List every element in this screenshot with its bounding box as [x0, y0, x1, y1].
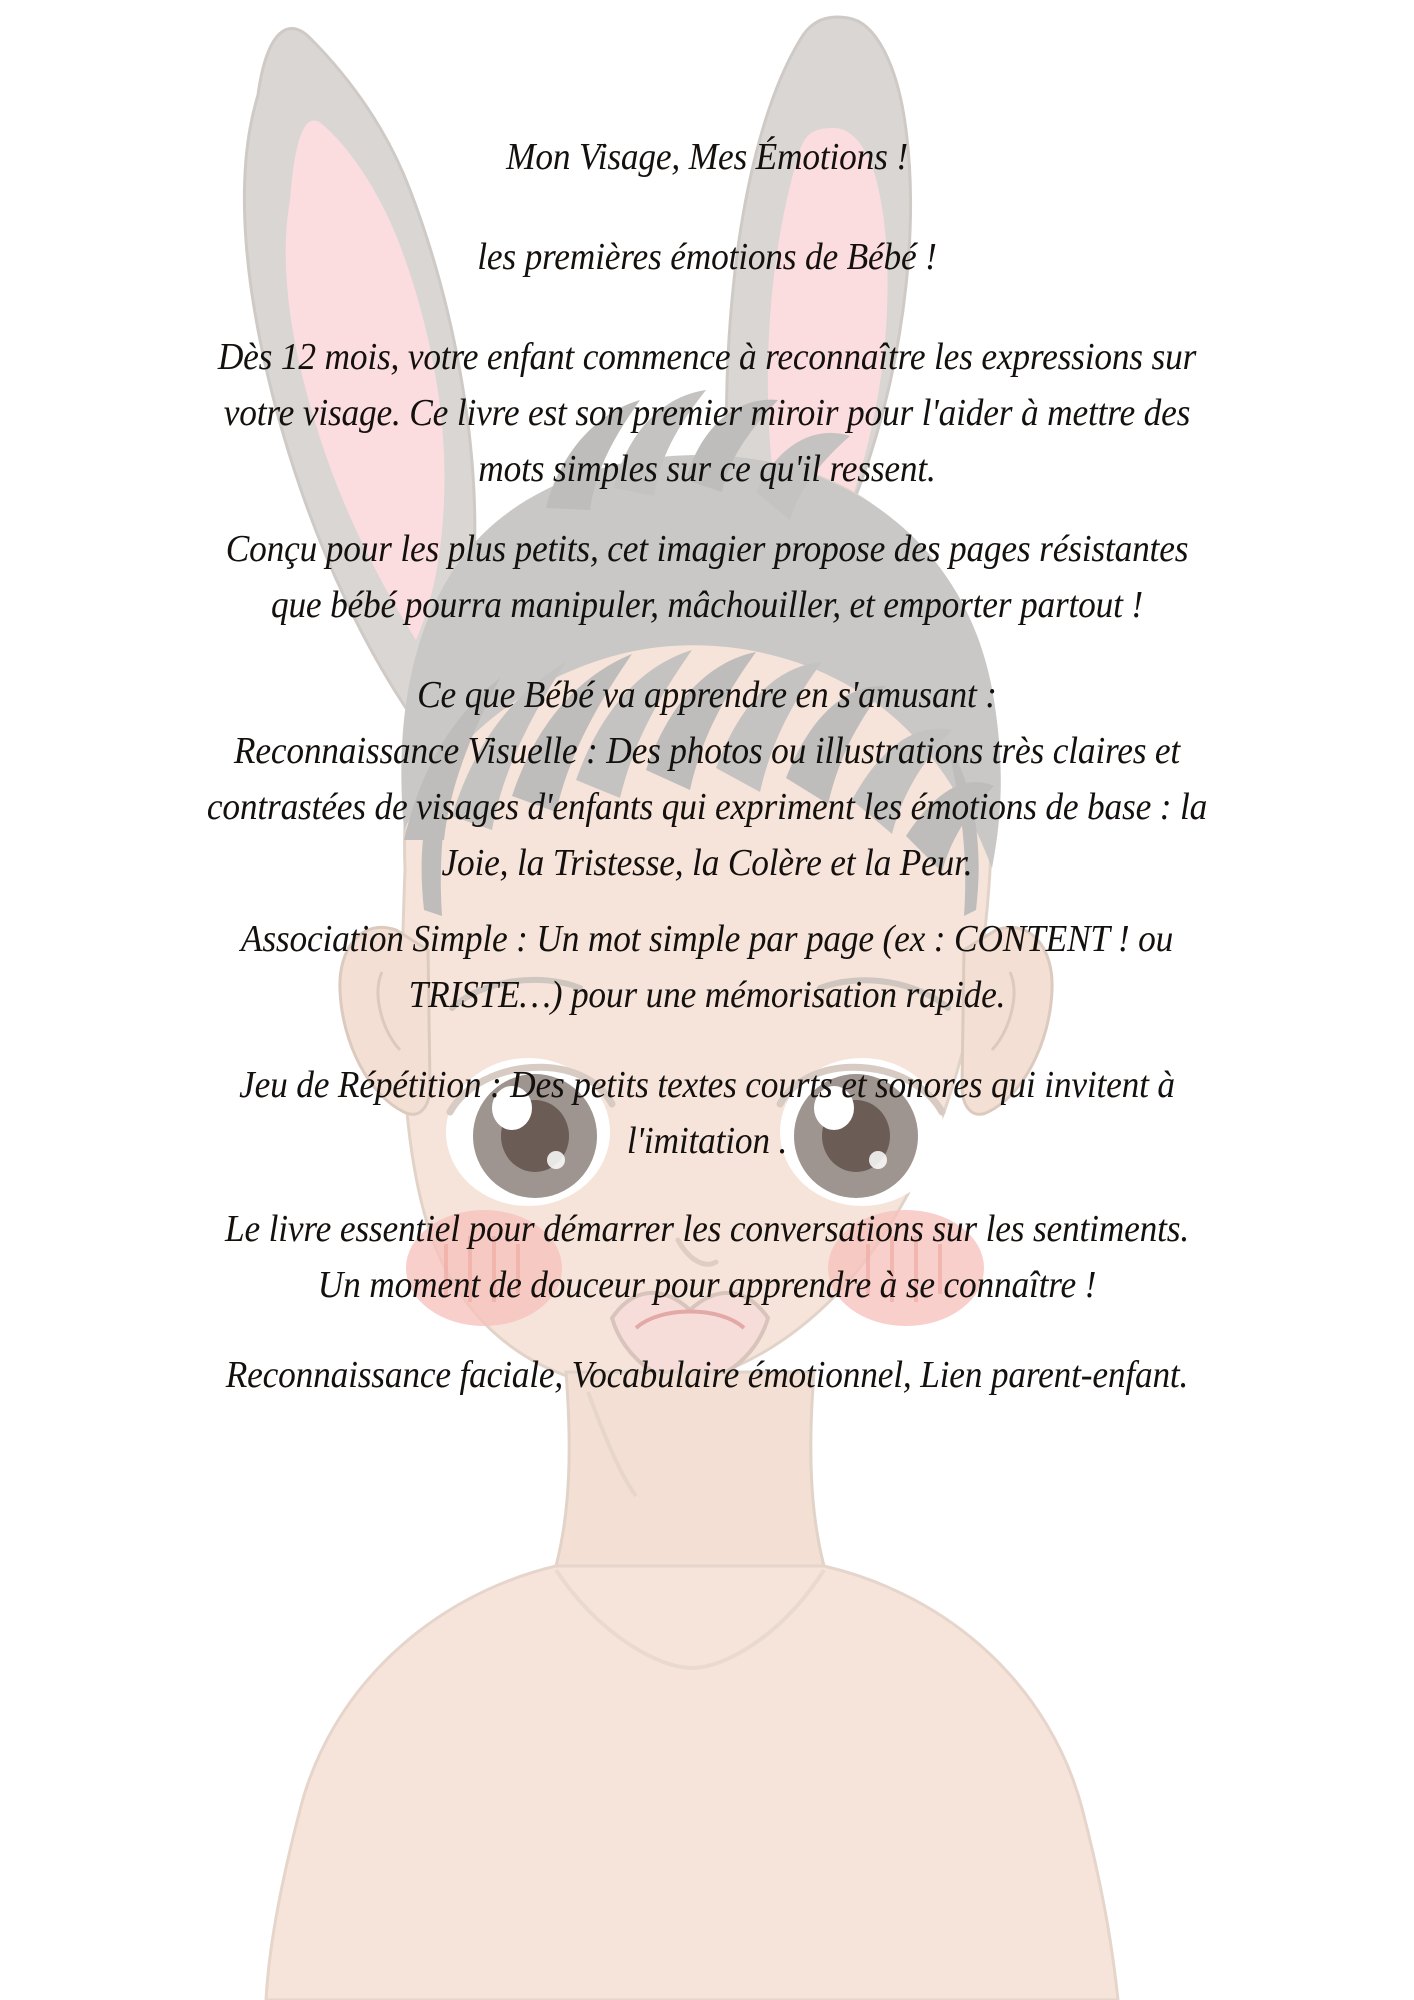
page-subtitle: [124, 230, 1290, 286]
subtitle-line: les premières émotions de Bébé !: [477, 236, 937, 278]
paragraph-line: TRISTE…) pour une mémorisation rapide.: [408, 973, 1006, 1016]
title-line: Mon Visage, Mes Émotions !: [506, 136, 908, 178]
paragraph-line: votre visage. Ce livre est son premier miroir pour l'aider à mettre des: [223, 391, 1191, 434]
paragraph-line: Un moment de douceur pour apprendre à se connaître !: [317, 1263, 1097, 1306]
paragraph-intro: [103, 330, 1310, 498]
paragraph-line: Le livre essentiel pour démarrer les conversations sur les sentiments.: [225, 1208, 1189, 1250]
paragraph-line: Association Simple : Un mot simple par page (ex : CONTENT ! ou: [240, 918, 1174, 960]
paragraph-line: Conçu pour les plus petits, cet imagier propose des pages résistantes: [225, 528, 1189, 570]
page-title: [124, 130, 1290, 186]
paragraph-keywords: [103, 1348, 1310, 1404]
paragraph-line: Dès 12 mois, votre enfant commence à reconnaître les expressions sur: [217, 336, 1197, 378]
paragraph-line: Reconnaissance Visuelle : Des photos ou illustrations très claires et: [233, 729, 1181, 772]
paragraph-line: Joie, la Tristesse, la Colère et la Peur.: [441, 841, 973, 884]
paragraph-line: contrastées de visages d'enfants qui expriment les émotions de base : la: [206, 785, 1208, 828]
paragraph-line: Jeu de Répétition : Des petits textes courts et sonores qui invitent à: [239, 1064, 1175, 1106]
paragraph-line: que bébé pourra manipuler, mâchouiller, et emporter partout !: [270, 583, 1144, 626]
paragraph-association: [103, 912, 1310, 1024]
paragraph-line: l'imitation .: [626, 1119, 788, 1162]
paragraph-conception: [103, 522, 1310, 634]
paragraph-line: mots simples sur ce qu'il ressent.: [478, 447, 936, 490]
paragraph-line: Reconnaissance faciale, Vocabulaire émotionnel, Lien parent-enfant.: [225, 1354, 1189, 1396]
paragraph-repetition: [103, 1058, 1310, 1170]
paragraph-conclusion: [103, 1202, 1310, 1314]
paragraph-apprentissage: [87, 668, 1328, 891]
paragraph-line: Ce que Bébé va apprendre en s'amusant :: [417, 674, 997, 716]
